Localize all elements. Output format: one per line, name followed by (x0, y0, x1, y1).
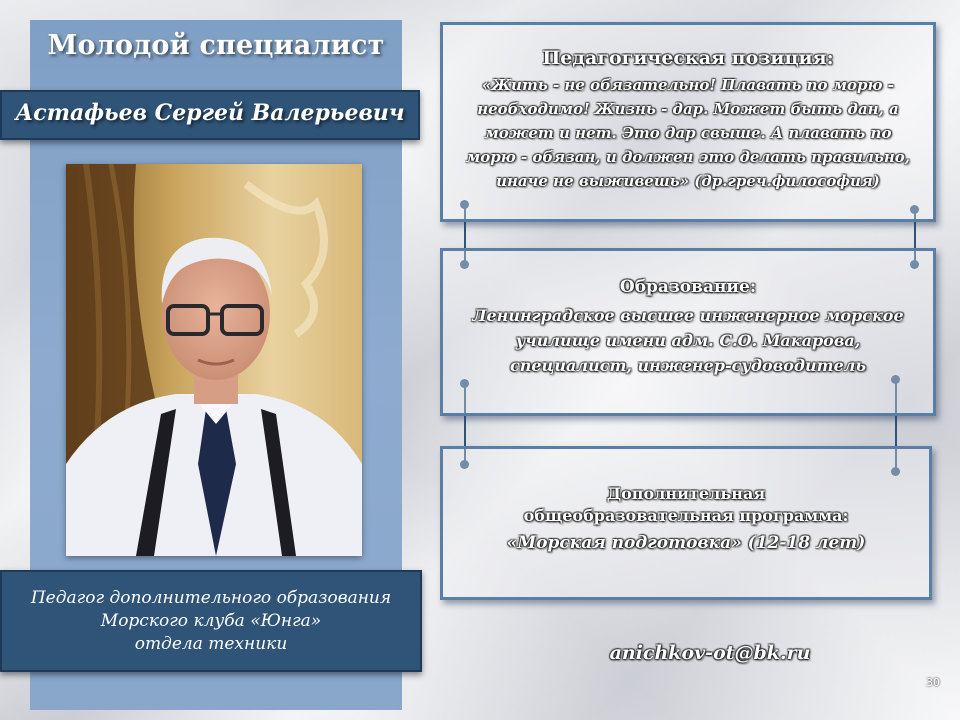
panel-body (443, 73, 933, 193)
education-panel (440, 248, 936, 416)
panel-body (443, 303, 933, 378)
education-line: специалист, инженер-судоводитель (509, 356, 867, 375)
quote-line: морю - обязан, и должен это делать правильно, (465, 148, 911, 166)
program-heading-line: Дополнительная (606, 484, 766, 503)
quote-line: «Жить - не обязательно! Плавать по морю - (482, 76, 894, 94)
portrait-photo (66, 164, 362, 556)
program-heading-line: общеобразовательная программа: (523, 506, 849, 525)
quote-line: может и нет. Это дар свыше. А плавать по (484, 124, 892, 142)
pedagogical-position-panel (440, 22, 936, 222)
panel-heading: Образование: (619, 277, 757, 297)
program-panel (440, 446, 932, 600)
slide-title: Молодой специалист (47, 30, 385, 61)
education-line: училище имени адм. С.О. Макарова, (515, 331, 861, 350)
email-address: anichkov-ot@bk.ru (609, 642, 811, 664)
person-name: Астафьев Сергей Валерьевич (15, 100, 405, 126)
role-line: отдела техники (134, 633, 288, 654)
panel-heading (443, 483, 929, 527)
quote-line: необходимо! Жизнь - дар. Может быть дан, а (477, 100, 899, 118)
role-line: Педагог дополнительного образования (30, 587, 392, 608)
role-banner (0, 570, 422, 672)
role-line: Морского клуба «Юнга» (100, 610, 322, 631)
quote-line: иначе не выживешь» (др.греч.философия) (496, 172, 880, 190)
education-line: Ленинградское высшее инженерное морское (472, 306, 904, 325)
program-title: «Морская подготовка» (12-18 лет) (506, 533, 866, 553)
panel-heading: Педагогическая позиция: (542, 47, 834, 69)
page-number: 30 (926, 676, 940, 689)
